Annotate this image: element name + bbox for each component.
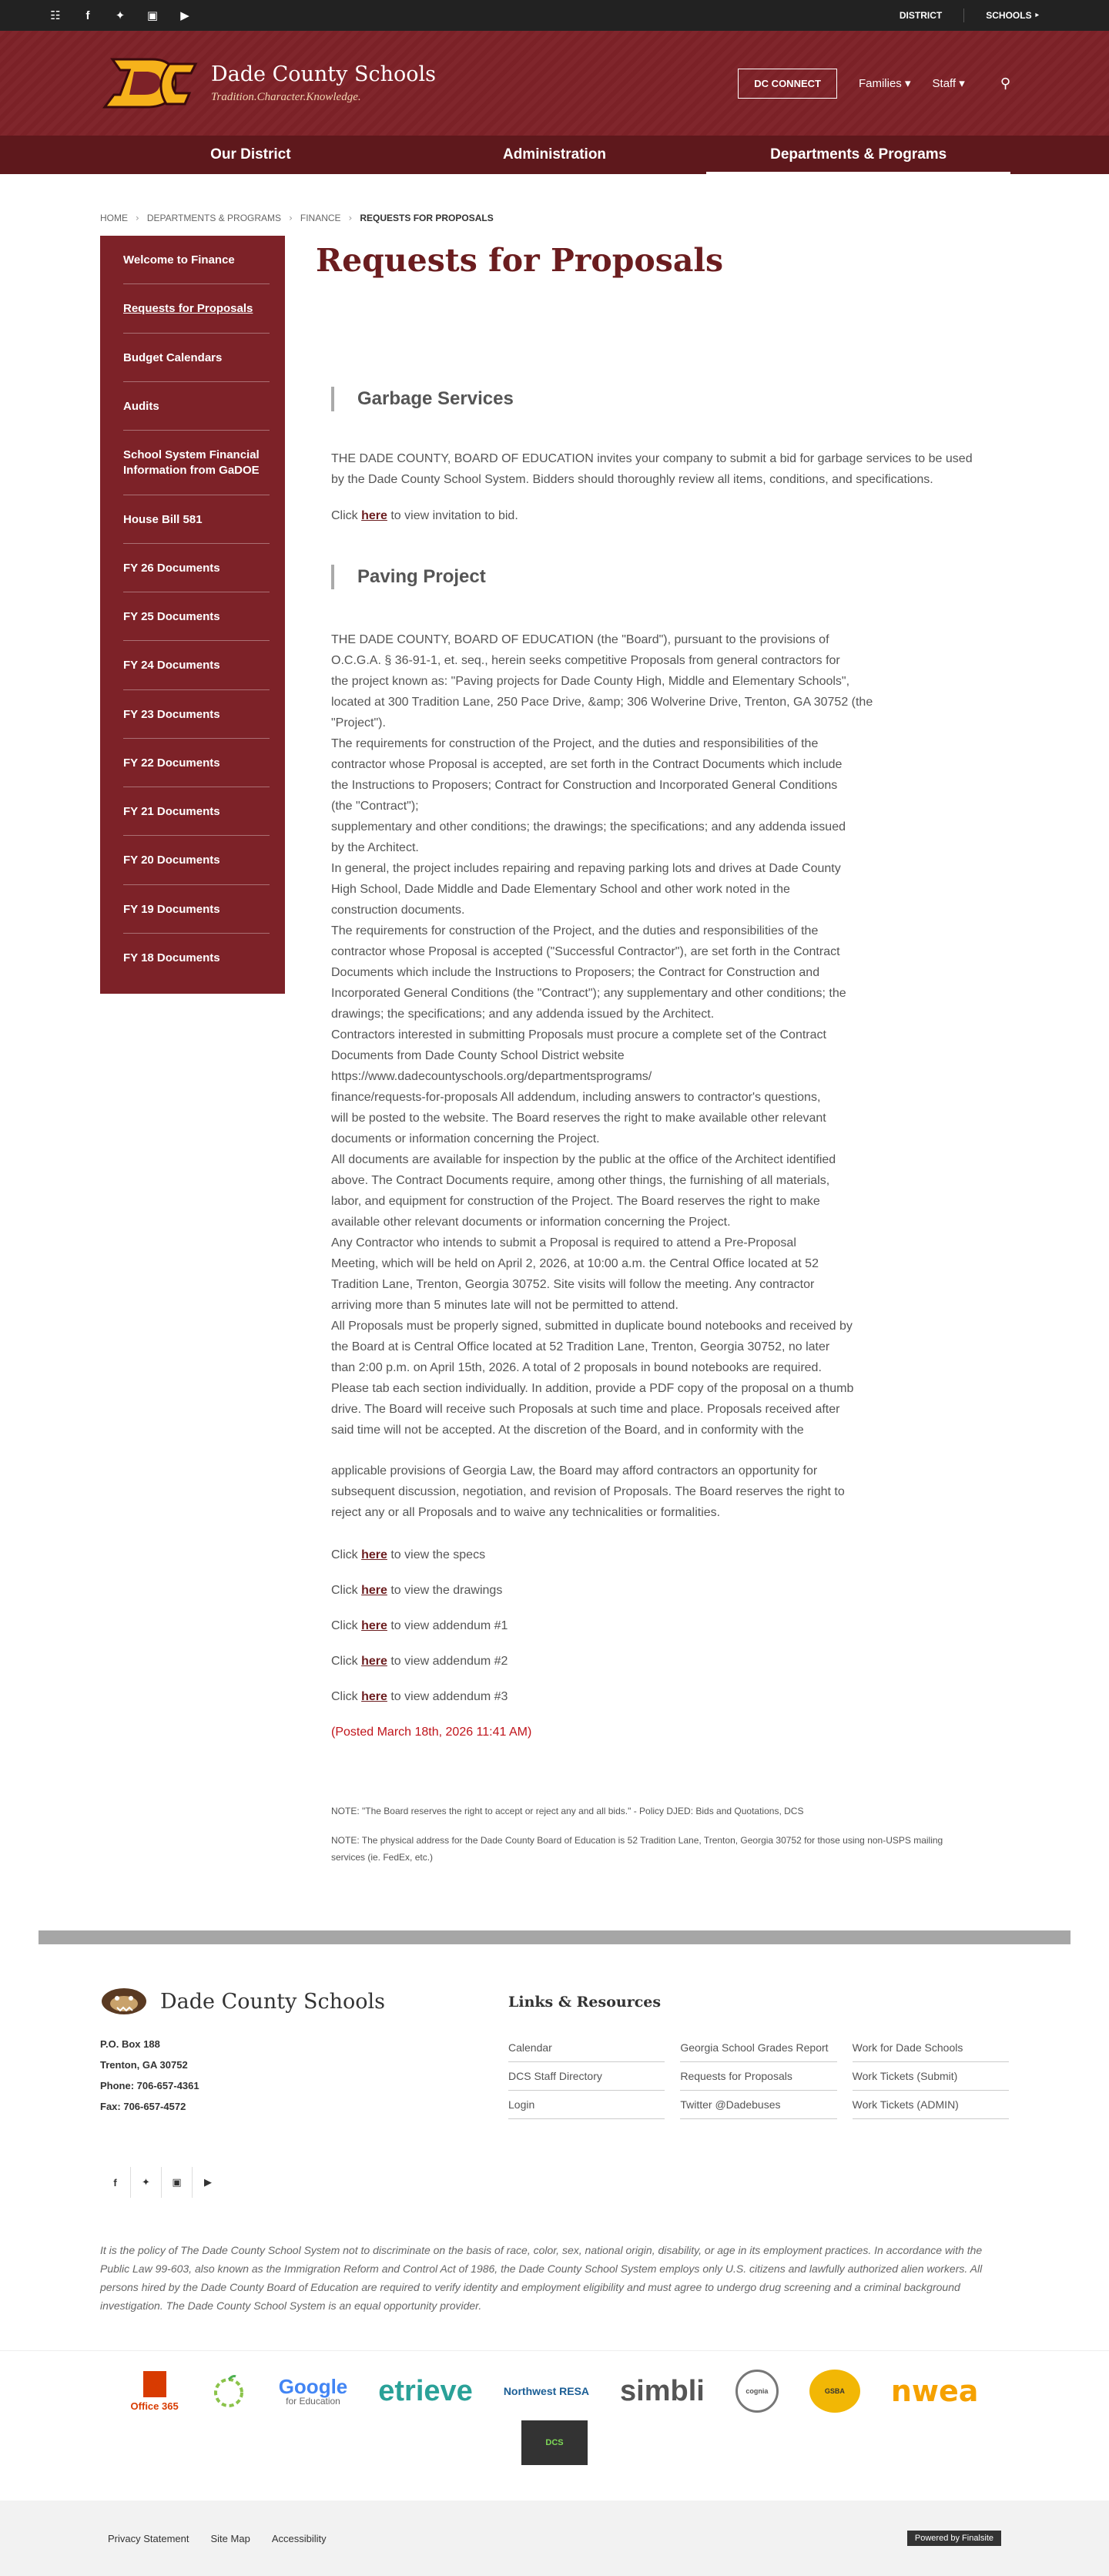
dc-connect-button[interactable]: DC CONNECT: [738, 69, 837, 99]
footer-link-login[interactable]: Login: [508, 2091, 665, 2119]
footer-link-rfp[interactable]: Requests for Proposals: [680, 2062, 836, 2091]
sidebar-item-fy22[interactable]: FY 22 Documents: [123, 739, 270, 787]
privacy-statement-link[interactable]: Privacy Statement: [108, 2532, 189, 2544]
footer-social: [0, 2119, 1109, 2198]
links-heading: Links & Resources: [508, 1994, 662, 2011]
footer-link-grades-report[interactable]: Georgia School Grades Report: [680, 2034, 836, 2062]
footer-link-work-tickets-admin[interactable]: Work Tickets (ADMIN): [853, 2091, 1009, 2119]
site-footer: [0, 1944, 1109, 2119]
families-label: Families: [858, 77, 902, 90]
address-fax: Fax: 706-657-4572: [100, 2101, 186, 2112]
powered-by-finalsite[interactable]: Powered by Finalsite: [907, 2531, 1001, 2546]
address-po-box: P.O. Box 188: [100, 2038, 160, 2050]
main-content: [285, 236, 1009, 1892]
gold-seal-logo[interactable]: GSBA: [809, 2370, 860, 2413]
click-suffix: to view the specs: [387, 1548, 486, 1561]
staff-menu[interactable]: [933, 76, 965, 90]
office365-logo[interactable]: [131, 2368, 179, 2414]
addendum-2-line: [331, 1651, 978, 1672]
office365-label: Office 365: [130, 2400, 179, 2412]
drawings-line: [331, 1580, 978, 1601]
simbli-logo[interactable]: simbli: [620, 2374, 705, 2407]
facebook-icon[interactable]: f: [85, 8, 90, 22]
sidebar-item-fy25[interactable]: FY 25 Documents: [123, 592, 270, 641]
sidebar-item-fy18[interactable]: FY 18 Documents: [123, 951, 220, 964]
apple-ring-logo[interactable]: [209, 2368, 248, 2414]
notes: [331, 1803, 978, 1866]
district-link[interactable]: DISTRICT: [899, 10, 943, 21]
site-header: [0, 31, 1109, 136]
click-suffix: to view addendum #1: [387, 1619, 508, 1632]
specs-line: [331, 1545, 978, 1565]
click-suffix: to view the drawings: [387, 1584, 503, 1597]
etrieve-logo[interactable]: etrieve: [378, 2374, 473, 2407]
address-phone: Phone: 706-657-4361: [100, 2080, 199, 2091]
sidebar-item-budget-calendars[interactable]: Budget Calendars: [123, 334, 270, 382]
click-prefix: Click: [331, 509, 362, 522]
google-label: Google: [278, 2375, 348, 2398]
click-prefix: Click: [331, 1619, 362, 1632]
chevron-right-icon: ›: [289, 213, 293, 223]
sidebar-item-fy19[interactable]: FY 19 Documents: [123, 885, 270, 934]
addendum-3-line: [331, 1686, 978, 1707]
click-prefix: Click: [331, 1690, 362, 1703]
breadcrumb-current: REQUESTS FOR PROPOSALS: [360, 213, 494, 223]
click-prefix: Click: [331, 1584, 362, 1597]
note-physical-address: NOTE: The physical address for the Dade County Board of Education is 52 Tradition Lane, Trenton, Georgia 30752 for those using non-USPS mailing services (ie. FedEx, etc.): [331, 1835, 943, 1863]
content-area: [0, 236, 1109, 1892]
site-map-link[interactable]: Site Map: [210, 2532, 250, 2544]
note-bids-policy: NOTE: "The Board reserves the right to accept or reject any and all bids." - Policy DJED: Bids and Quotations, DCS: [331, 1806, 804, 1816]
sidebar-item-gadoe[interactable]: School System Financial Information from GaDOE: [123, 431, 270, 495]
address-city: Trenton, GA 30752: [100, 2059, 188, 2071]
garbage-click-line: [331, 505, 978, 526]
footer-link-work-for-dade[interactable]: Work for Dade Schools: [853, 2034, 1009, 2062]
click-prefix: Click: [331, 1655, 362, 1668]
staff-label: Staff: [932, 77, 957, 90]
twitter-icon[interactable]: ✦: [131, 2167, 162, 2198]
footer-address: [100, 2034, 508, 2117]
click-prefix: Click: [331, 1548, 362, 1561]
youtube-icon[interactable]: ▶: [204, 2176, 212, 2189]
addendum-1-link[interactable]: here: [361, 1619, 387, 1632]
apple-ring-icon: [209, 2372, 248, 2410]
chevron-right-icon: ›: [136, 213, 139, 223]
sidebar-item-audits[interactable]: Audits: [123, 382, 270, 431]
bottom-bar: [0, 2501, 1109, 2576]
garbage-heading: Garbage Services: [331, 387, 978, 411]
tagline: Tradition.Character.Knowledge.: [211, 91, 361, 103]
partner-logos: [0, 2350, 1109, 2480]
instagram-icon[interactable]: ▣: [146, 8, 159, 22]
main-nav: [0, 136, 1109, 174]
addendum-2-link[interactable]: here: [361, 1655, 387, 1668]
twitter-icon[interactable]: ✦: [115, 8, 126, 22]
footer-site-name: Dade County Schools: [160, 1989, 385, 2014]
click-suffix: to view invitation to bid.: [387, 509, 518, 522]
caret-down-icon: ▾: [904, 77, 911, 90]
caret-down-icon: ▾: [959, 77, 965, 90]
sidebar-item-hb581[interactable]: House Bill 581: [123, 495, 270, 544]
footer-divider-bar: [39, 1930, 1070, 1944]
dc-logo[interactable]: [99, 53, 200, 113]
nondiscrimination-policy: It is the policy of The Dade County School System not to discriminate on the basis of race, color, sex, national origin, disability, or age in its employment practices. In accordance with the Public Law 99-603, also known as the Immigration Reform and Control Act of 1986, the Dade County School System employs only U.S. citizens and lawfully authorized alien workers. All persons hired by the Dade County Board of Education are required to verify identity and employment eligibility and must agree to undergo drug screening and a criminal background investigation. The Dade County School System is an equal opportunity provider.: [100, 2244, 983, 2312]
paving-body-continued: applicable provisions of Georgia Law, the Board may afford contractors an opportunity for subsequent discussion, negotiation, and revision of Proposals. The Board reserves the right to reject any or all Proposals and to waive any technicalities or formalities.: [331, 1464, 845, 1519]
breadcrumb-departments[interactable]: DEPARTMENTS & PROGRAMS: [146, 213, 282, 223]
schools-label: SCHOOLS: [986, 10, 1032, 21]
site-name[interactable]: Dade County Schools: [211, 62, 436, 86]
caret-right-icon: ‣: [1034, 10, 1040, 21]
footer-link-staff-directory[interactable]: DCS Staff Directory: [508, 2062, 665, 2091]
footer-link-twitter[interactable]: Twitter @Dadebuses: [680, 2091, 836, 2119]
nav-departments-programs[interactable]: Departments & Programs: [706, 136, 1010, 174]
nav-administration[interactable]: Administration: [502, 146, 607, 163]
links-grid: [508, 2034, 1009, 2119]
sidebar-item-welcome[interactable]: Welcome to Finance: [123, 236, 270, 284]
breadcrumb-home[interactable]: HOME: [100, 213, 128, 223]
garbage-body: THE DADE COUNTY, BOARD OF EDUCATION invites your company to submit a bid for garbage services to be used by the Dade County School System. Bidders should thoroughly review all items, conditions, and specifications.: [331, 452, 973, 486]
northwest-resa-logo[interactable]: Northwest RESA: [503, 2385, 590, 2397]
breadcrumb: [0, 174, 1109, 236]
addendum-3-link[interactable]: here: [361, 1690, 387, 1703]
paving-heading: Paving Project: [331, 565, 978, 589]
accessibility-link[interactable]: Accessibility: [271, 2532, 327, 2544]
google-education-logo[interactable]: [279, 2368, 348, 2414]
chevron-right-icon: ›: [348, 213, 353, 223]
invitation-to-bid-link[interactable]: here: [361, 509, 387, 522]
section-sidebar: [100, 236, 285, 994]
specs-link[interactable]: here: [361, 1548, 387, 1561]
search-icon[interactable]: ⚲: [1000, 75, 1010, 92]
google-sub-label: for Education: [286, 2396, 340, 2407]
sitemap-icon[interactable]: ☷: [50, 8, 61, 22]
schools-menu[interactable]: [964, 10, 1061, 21]
nwea-logo[interactable]: nwea: [890, 2374, 979, 2408]
sidebar-item-fy23[interactable]: FY 23 Documents: [123, 690, 270, 739]
families-menu[interactable]: [859, 76, 911, 90]
click-suffix: to view addendum #3: [387, 1690, 508, 1703]
posted-date: (Posted March 18th, 2026 11:41 AM): [331, 1726, 532, 1739]
click-suffix: to view addendum #2: [387, 1655, 508, 1668]
sidebar-item-fy20[interactable]: FY 20 Documents: [123, 836, 270, 884]
sign-badge-logo[interactable]: DCS: [521, 2420, 588, 2465]
drawings-link[interactable]: here: [361, 1584, 387, 1597]
nav-our-district[interactable]: Our District: [210, 146, 291, 163]
footer-link-work-tickets-submit[interactable]: Work Tickets (Submit): [853, 2062, 1009, 2091]
sidebar-item-fy24[interactable]: FY 24 Documents: [123, 641, 270, 689]
sidebar-item-fy21[interactable]: FY 21 Documents: [123, 787, 270, 836]
addendum-1-line: [331, 1615, 978, 1636]
garbage-section: [316, 387, 978, 1866]
wolverine-logo: [100, 1986, 148, 2017]
sidebar-item-rfp[interactable]: Requests for Proposals: [123, 284, 270, 333]
utility-bar: [0, 0, 1109, 31]
office-square-icon: [143, 2371, 166, 2397]
youtube-icon[interactable]: ▶: [180, 8, 189, 22]
paving-body: THE DADE COUNTY, BOARD OF EDUCATION (the "Board"), pursuant to the provisions of O.C.G.A. § 36-91-1, et. seq., herein seeks competitive Proposals from general contractors for the project known as: "Paving projects for Dade County High, Middle and Elementary Schools", located at 300 Tradition Lane, 250 Pace Drive, &amp; 306 Wolverine Drive, Trenton, GA 30752 (the "Project"). The requirements for construction of the Project, and the duties and responsibilities of the contractor whose Proposal is accepted, are set forth in the Contract Documents which include the Instructions to Proposers; Contract for Construction and Incorporated General Conditions (the "Contract"); supplementary and other conditions; the drawings; the specifications; and any addenda issued by the Architect. In general, the project includes repairing and repaving parking lots and drives at Dade County High School, Dade Middle and Dade Elementary School and other work noted in the construction documents. The requirements for construction of the Project, and the duties and responsibilities of the contractor whose Proposal is accepted ("Successful Contractor"), are set forth in the Contract Documents which include the Instructions to Proposers; the Contract for Construction and Incorporated General Conditions (the "Contract"); any supplementary and other conditions; the drawings; the specifications; and any addenda issued by the Architect. Contractors interested in submitting Proposals must procure a complete set of the Contract Documents from Dade County School District website https://www.dadecountyschools.org/departmentsprograms/ finance/requests-for-proposals All addendum, including answers to contractor's questions, will be posted to the website. The Board reserves the right to make available other relevant documents or information concerning the Project. All documents are available for inspection by the public at the office of the Architect identified above. The Contract Documents require, among other things, the furnishing of all materials, labor, and equipment for construction of the Project. The Board reserves the right to make available other relevant documents or information concerning the Project. Any Contractor who intends to submit a Proposal is required to attend a Pre-Proposal Meeting, which will be held on April 2, 2026, at 10:00 a.m. the Central Office located at 52 Tradition Lane, Trenton, Georgia 30752. Site visits will follow the meeting. Any contractor arriving more than 5 minutes late will not be permitted to attend. All Proposals must be properly signed, submitted in duplicate bound notebooks and received by the Board at is Central Office located at 52 Tradition Lane, Trenton, Georgia 30752, no later than 2:00 p.m. on April 15th, 2026. A total of 2 proposals in bound notebooks are required. Please tab each section individually. In addition, provide a PDF copy of the proposal on a thumb drive. The Board will receive such Proposals at such time and place. Proposals received after said time will not be accepted. At the discretion of the Board, and in conformity with the: [331, 633, 873, 1437]
cognia-logo[interactable]: cognia: [735, 2370, 779, 2413]
instagram-icon[interactable]: ▣: [162, 2167, 193, 2198]
sidebar-item-fy26[interactable]: FY 26 Documents: [123, 544, 270, 592]
footer-link-calendar[interactable]: Calendar: [508, 2034, 665, 2062]
facebook-icon[interactable]: f: [100, 2167, 131, 2198]
page-title: Requests for Proposals: [316, 242, 724, 279]
utility-icons: [48, 8, 193, 22]
breadcrumb-finance[interactable]: FINANCE: [300, 213, 341, 223]
